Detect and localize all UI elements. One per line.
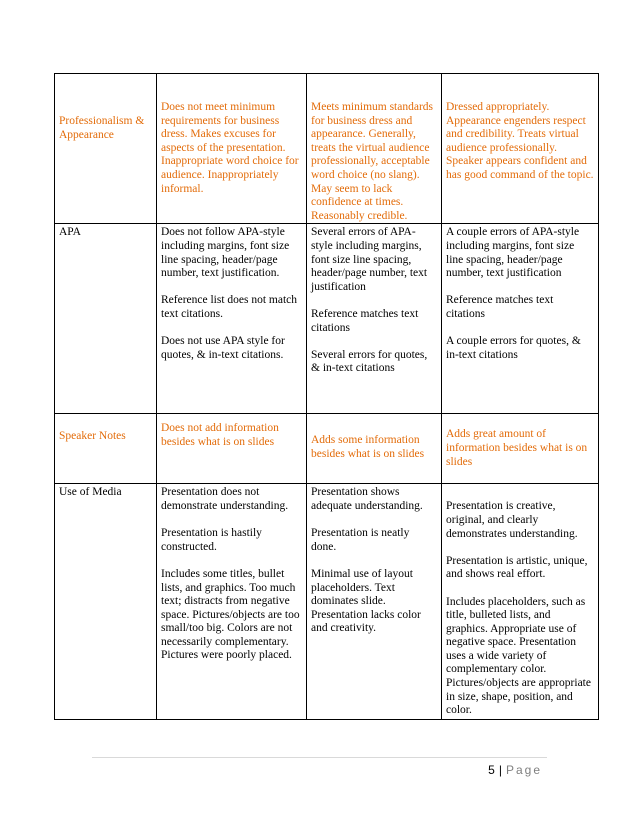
cell-text: Several errors of APA-style including margins, font size line spacing, header/page number, text justification: [311, 226, 428, 293]
criterion-label: Professionalism & Appearance: [59, 115, 145, 141]
cell-text: Meets minimum standards for business dress and appearance. Generally, treats the virtual audience professionally, acceptable word choice (no slang). May seem to lack confidence at times. Reasonably credible.: [311, 101, 434, 222]
cell-text: Presentation is creative, original, and clearly demonstrates understanding.: [446, 500, 578, 540]
level3-cell: [442, 414, 599, 484]
level1-cell: [157, 484, 307, 720]
cell-text: Presentation is neatly done.: [311, 527, 410, 553]
page-number: 5: [488, 763, 495, 777]
level3-cell: [442, 74, 599, 224]
cell-text: Does not meet minimum requirements for business dress. Makes excuses for aspects of the presentation. Inappropriate word choice for audience. Inappropriately informal.: [161, 101, 299, 195]
footer-separator: |: [498, 763, 502, 777]
criterion-cell: [55, 484, 157, 720]
criterion-label: APA: [59, 226, 81, 239]
cell-text: Includes placeholders, such as title, bulleted lists, and graphics. Appropriate use of negative space. Presentation uses a wide variety of complementary color. Pictures/objects are appropriate in size, shape, position, and color.: [446, 595, 591, 717]
page-label: Page: [505, 763, 542, 777]
level1-cell: [157, 224, 307, 414]
level3-cell: [442, 224, 599, 414]
level2-cell: [307, 484, 442, 720]
criterion-cell: [55, 224, 157, 414]
table-row: [55, 74, 599, 224]
table-row: [55, 484, 599, 720]
criterion-cell: [55, 414, 157, 484]
level3-cell: [442, 484, 599, 720]
cell-text: Adds great amount of information besides what is on slides: [446, 428, 588, 468]
criterion-label: Speaker Notes: [59, 430, 126, 443]
level1-cell: [157, 74, 307, 224]
table-row: [55, 224, 599, 414]
cell-text: Presentation is hastily constructed.: [161, 527, 262, 553]
cell-text: Minimal use of layout placeholders. Text dominates slide. Presentation lacks color and creativity.: [311, 567, 421, 635]
footer-divider: [92, 757, 547, 758]
level2-cell: [307, 414, 442, 484]
table-row: [55, 414, 599, 484]
cell-text: Reference list does not match text citations.: [161, 294, 298, 320]
cell-text: Presentation does not demonstrate understanding.: [161, 486, 289, 512]
criterion-cell: [55, 74, 157, 224]
cell-text: Includes some titles, bullet lists, and graphics. Too much text; distracts from negative space. Pictures/objects are too small/too big. Colors are not necessarily complementary. Pictures were poorly placed.: [161, 567, 300, 662]
criterion-label: Use of Media: [59, 486, 122, 499]
cell-text: Dressed appropriately. Appearance engenders respect and credibility. Treats virtual audience professionally. Speaker appears confident and has good command of the topic.: [446, 101, 594, 181]
cell-text: A couple errors of APA-style including margins, font size line spacing, header/page number, text justification: [446, 226, 580, 280]
cell-text: Adds some information besides what is on slides: [311, 434, 425, 460]
page-footer: [488, 763, 542, 777]
cell-text: Several errors for quotes, & in-text citations: [311, 348, 428, 375]
cell-text: Reference matches text citations: [446, 294, 554, 320]
cell-text: Presentation shows adequate understanding.: [311, 486, 423, 512]
rubric-table: [54, 73, 599, 720]
cell-text: Reference matches text citations: [311, 307, 419, 334]
cell-text: A couple errors for quotes, & in-text citations: [446, 335, 581, 361]
level1-cell: [157, 414, 307, 484]
cell-text: Does not add information besides what is on slides: [161, 422, 279, 448]
cell-text: Does not use APA style for quotes, & in-text citations.: [161, 335, 285, 361]
level2-cell: [307, 74, 442, 224]
level2-cell: [307, 224, 442, 414]
cell-text: Presentation is artistic, unique, and shows real effort.: [446, 554, 588, 581]
cell-text: Does not follow APA-style including margins, font size line spacing, header/page number, text justification.: [161, 226, 290, 280]
